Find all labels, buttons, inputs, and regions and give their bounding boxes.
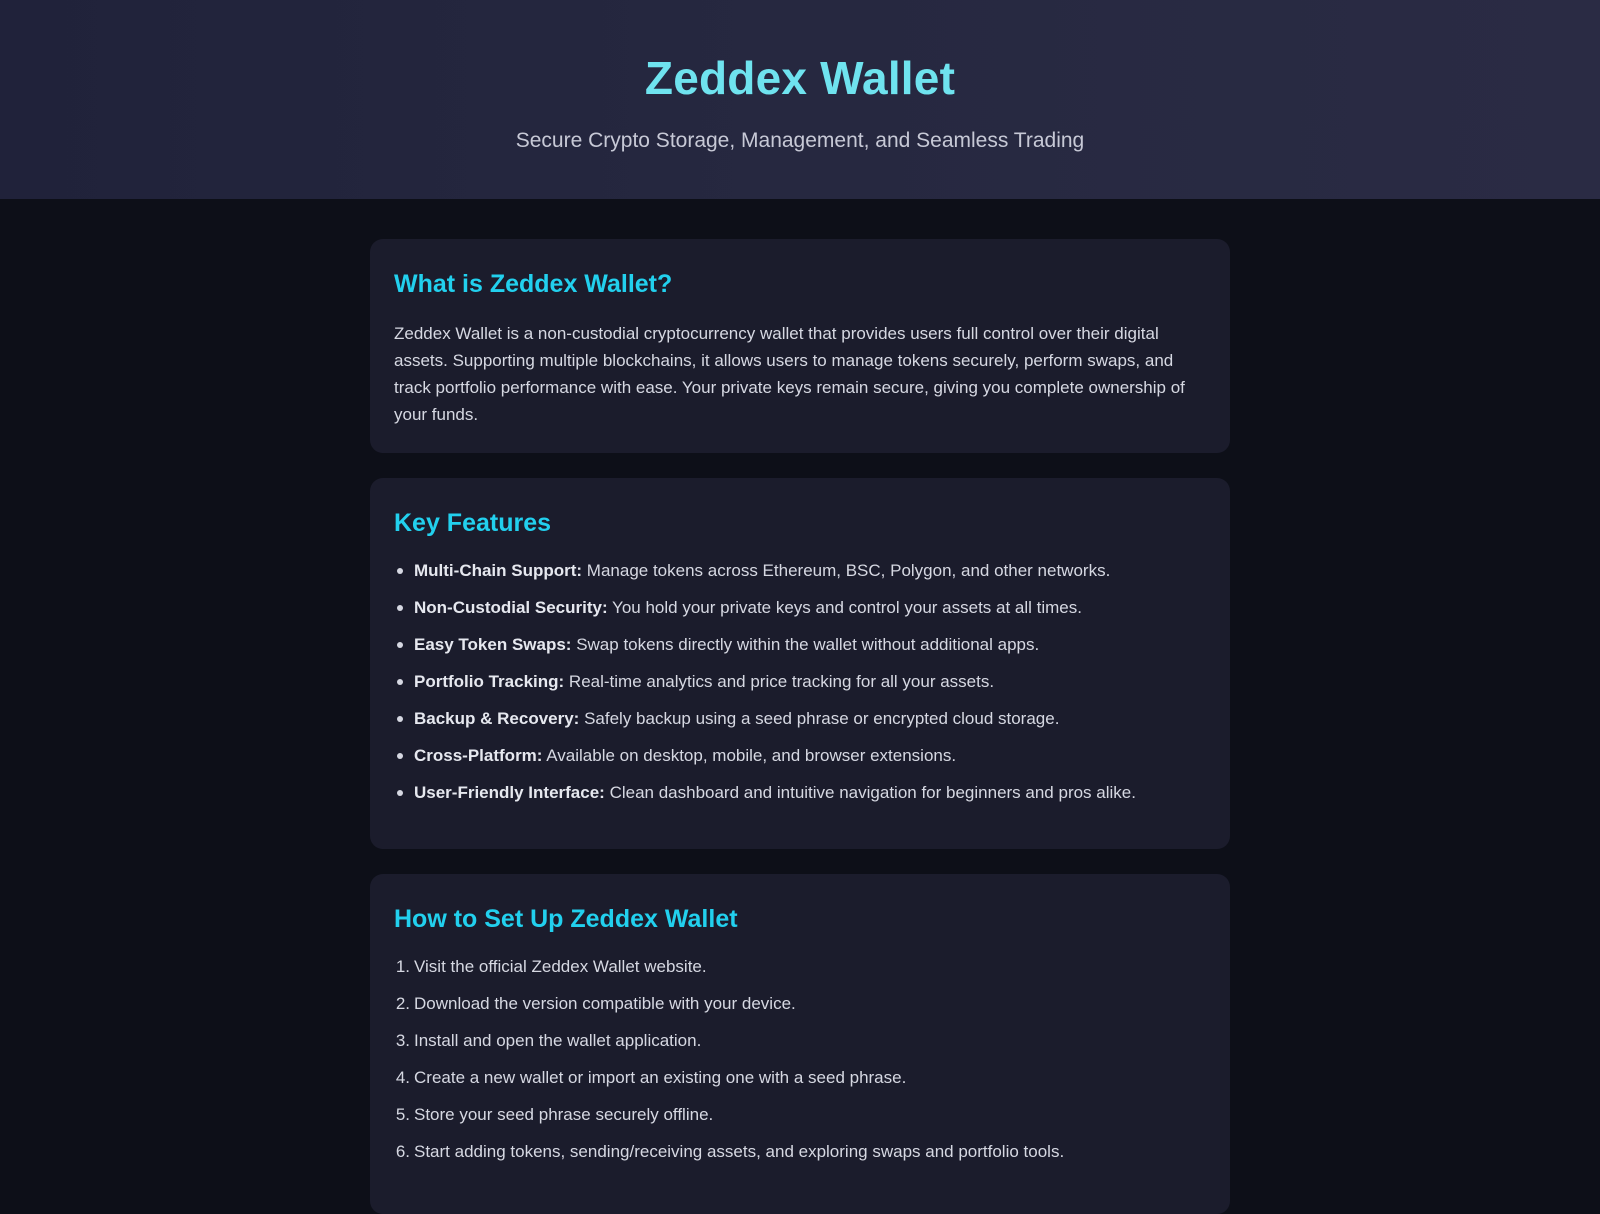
feature-name: Backup & Recovery: xyxy=(414,709,580,728)
features-list xyxy=(394,558,1204,817)
feature-name: Cross-Platform: xyxy=(414,746,543,765)
list-item xyxy=(394,743,1204,780)
list-item xyxy=(394,595,1204,632)
step-text: Create a new wallet or import an existing one with a seed phrase. xyxy=(414,1068,907,1087)
list-item xyxy=(394,991,1204,1028)
feature-text: Manage tokens across Ethereum, BSC, Polygon, and other networks. xyxy=(582,561,1111,580)
step-text: Start adding tokens, sending/receiving assets, and exploring swaps and portfolio tools. xyxy=(414,1142,1065,1161)
feature-name: Portfolio Tracking: xyxy=(414,672,565,691)
step-number: 5. xyxy=(395,1105,410,1124)
bullet-icon xyxy=(397,568,403,574)
step-number: 2. xyxy=(395,994,410,1013)
list-item xyxy=(394,954,1204,991)
about-body: Zeddex Wallet is a non-custodial cryptocurrency wallet that provides users full control over their digital assets. Supporting multiple blockchains, it allows users to manage tokens securely, perform swaps, and track portfolio performance with ease. Your private keys remain secure, giving you complete ownership of your funds. xyxy=(394,324,1185,424)
bullet-icon xyxy=(397,605,403,611)
about-card xyxy=(370,239,1230,453)
feature-name: Easy Token Swaps: xyxy=(414,635,572,654)
list-item xyxy=(394,780,1204,817)
feature-text: You hold your private keys and control your assets at all times. xyxy=(607,598,1082,617)
setup-card xyxy=(370,874,1230,1214)
bullet-icon xyxy=(397,716,403,722)
features-heading: Key Features xyxy=(394,509,552,537)
about-heading: What is Zeddex Wallet? xyxy=(394,270,673,298)
feature-name: Multi-Chain Support: xyxy=(414,561,583,580)
feature-text: Available on desktop, mobile, and browser extensions. xyxy=(542,746,957,765)
step-text: Visit the official Zeddex Wallet website. xyxy=(414,957,707,976)
list-item xyxy=(394,669,1204,706)
step-text: Store your seed phrase securely offline. xyxy=(414,1105,714,1124)
feature-name: Non-Custodial Security: xyxy=(414,598,608,617)
list-item xyxy=(394,1065,1204,1102)
step-number: 1. xyxy=(395,957,410,976)
bullet-icon xyxy=(397,679,403,685)
step-number: 6. xyxy=(395,1142,410,1161)
page-header xyxy=(0,0,1600,199)
list-item xyxy=(394,706,1204,743)
step-text: Install and open the wallet application. xyxy=(414,1031,702,1050)
page-title: Zeddex Wallet xyxy=(644,52,956,104)
feature-text: Real-time analytics and price tracking for all your assets. xyxy=(564,672,995,691)
list-item xyxy=(394,1028,1204,1065)
list-item xyxy=(394,1102,1204,1139)
setup-heading: How to Set Up Zeddex Wallet xyxy=(394,905,738,933)
list-item xyxy=(394,1139,1204,1176)
list-item xyxy=(394,632,1204,669)
bullet-icon xyxy=(397,790,403,796)
list-item xyxy=(394,558,1204,595)
step-number: 4. xyxy=(395,1068,410,1087)
bullet-icon xyxy=(397,753,403,759)
page-subtitle: Secure Crypto Storage, Management, and Seamless Trading xyxy=(515,129,1085,152)
setup-steps-list xyxy=(394,954,1204,1176)
bullet-icon xyxy=(397,642,403,648)
step-text: Download the version compatible with your device. xyxy=(414,994,796,1013)
feature-text: Swap tokens directly within the wallet without additional apps. xyxy=(571,635,1040,654)
step-number: 3. xyxy=(395,1031,410,1050)
feature-text: Safely backup using a seed phrase or encrypted cloud storage. xyxy=(579,709,1060,728)
features-card xyxy=(370,478,1230,849)
feature-name: User-Friendly Interface: xyxy=(414,783,605,802)
feature-text: Clean dashboard and intuitive navigation for beginners and pros alike. xyxy=(604,783,1136,802)
